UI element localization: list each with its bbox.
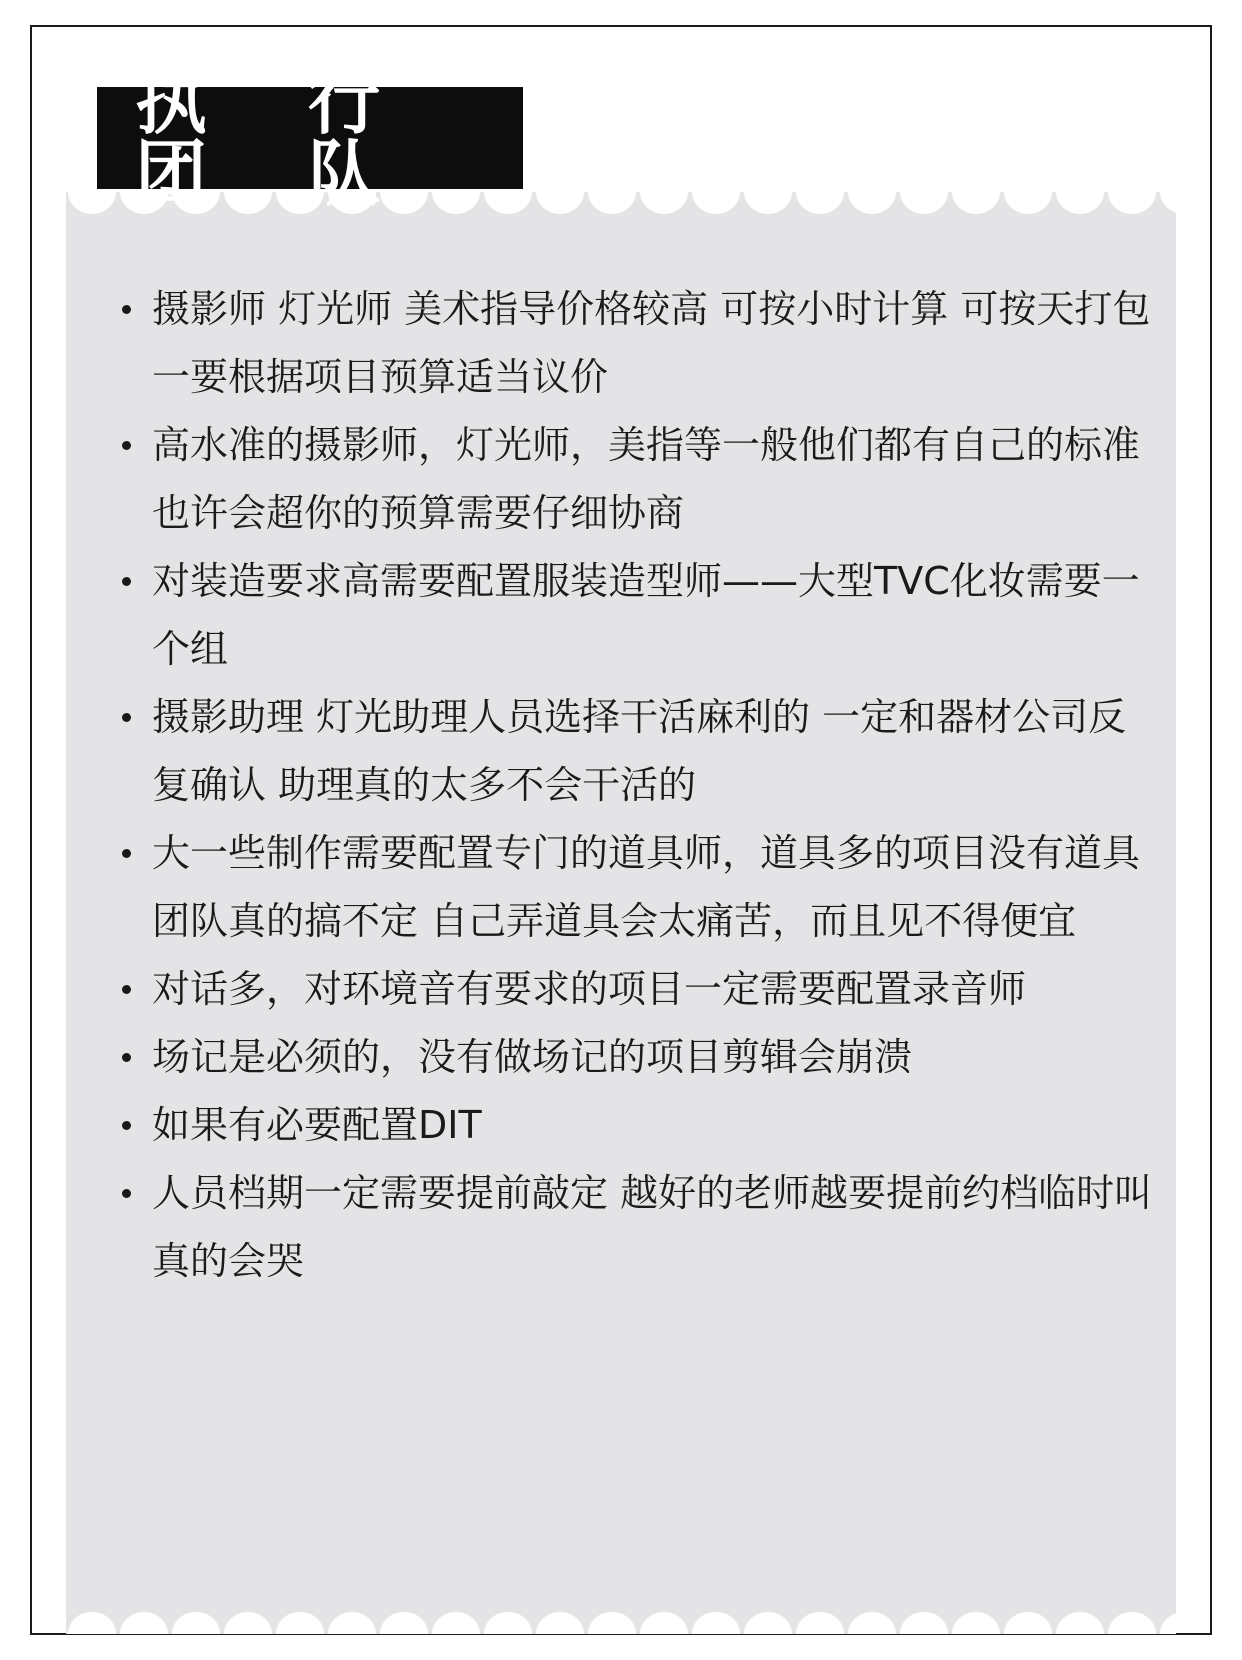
title-block: [97, 60, 523, 216]
list-item: [112, 683, 1162, 819]
bullet-icon: [122, 305, 131, 314]
list-item: [112, 1091, 1162, 1159]
list-item-text: 场记是必须的，没有做场记的项目剪辑会崩溃: [152, 1035, 913, 1079]
scallop-edge-bottom: [66, 1600, 1176, 1634]
bullet-icon: [122, 985, 131, 994]
list-item: [112, 1159, 1162, 1295]
list-item: [112, 275, 1162, 411]
list-item-text: 对话多，对环境音有要求的项目一定需要配置录音师: [152, 967, 1027, 1011]
list-item: [112, 955, 1162, 1023]
bullet-icon: [122, 1053, 131, 1062]
page-title: 执 行 团 队: [135, 60, 419, 216]
bullet-icon: [122, 577, 131, 586]
bullet-icon: [122, 849, 131, 858]
bullet-list: [112, 275, 1162, 1295]
list-item-text: 人员档期一定需要提前敲定 越好的老师越要提前约档临时叫真的会哭: [152, 1171, 1153, 1283]
bullet-icon: [122, 713, 131, 722]
list-item: [112, 547, 1162, 683]
list-item-text: 对装造要求高需要配置服装造型师——大型TVC化妆需要一个组: [152, 559, 1140, 671]
list-item: [112, 1023, 1162, 1091]
bullet-icon: [122, 1121, 131, 1130]
bullet-icon: [122, 1189, 131, 1198]
list-item-text: 大一些制作需要配置专门的道具师，道具多的项目没有道具团队真的搞不定 自己弄道具会太痛苦，而且见不得便宜: [152, 831, 1141, 943]
list-item-text: 高水准的摄影师，灯光师，美指等一般他们都有自己的标准 也许会超你的预算需要仔细协商: [152, 423, 1141, 535]
bullet-icon: [122, 441, 131, 450]
list-item-text: 如果有必要配置DIT: [152, 1103, 482, 1147]
list-item: [112, 819, 1162, 955]
list-item-text: 摄影师 灯光师 美术指导价格较高 可按小时计算 可按天打包一要根据项目预算适当议价: [152, 287, 1151, 399]
list-item-text: 摄影助理 灯光助理人员选择干活麻利的 一定和器材公司反复确认 助理真的太多不会干活的: [152, 695, 1127, 807]
list-item: [112, 411, 1162, 547]
